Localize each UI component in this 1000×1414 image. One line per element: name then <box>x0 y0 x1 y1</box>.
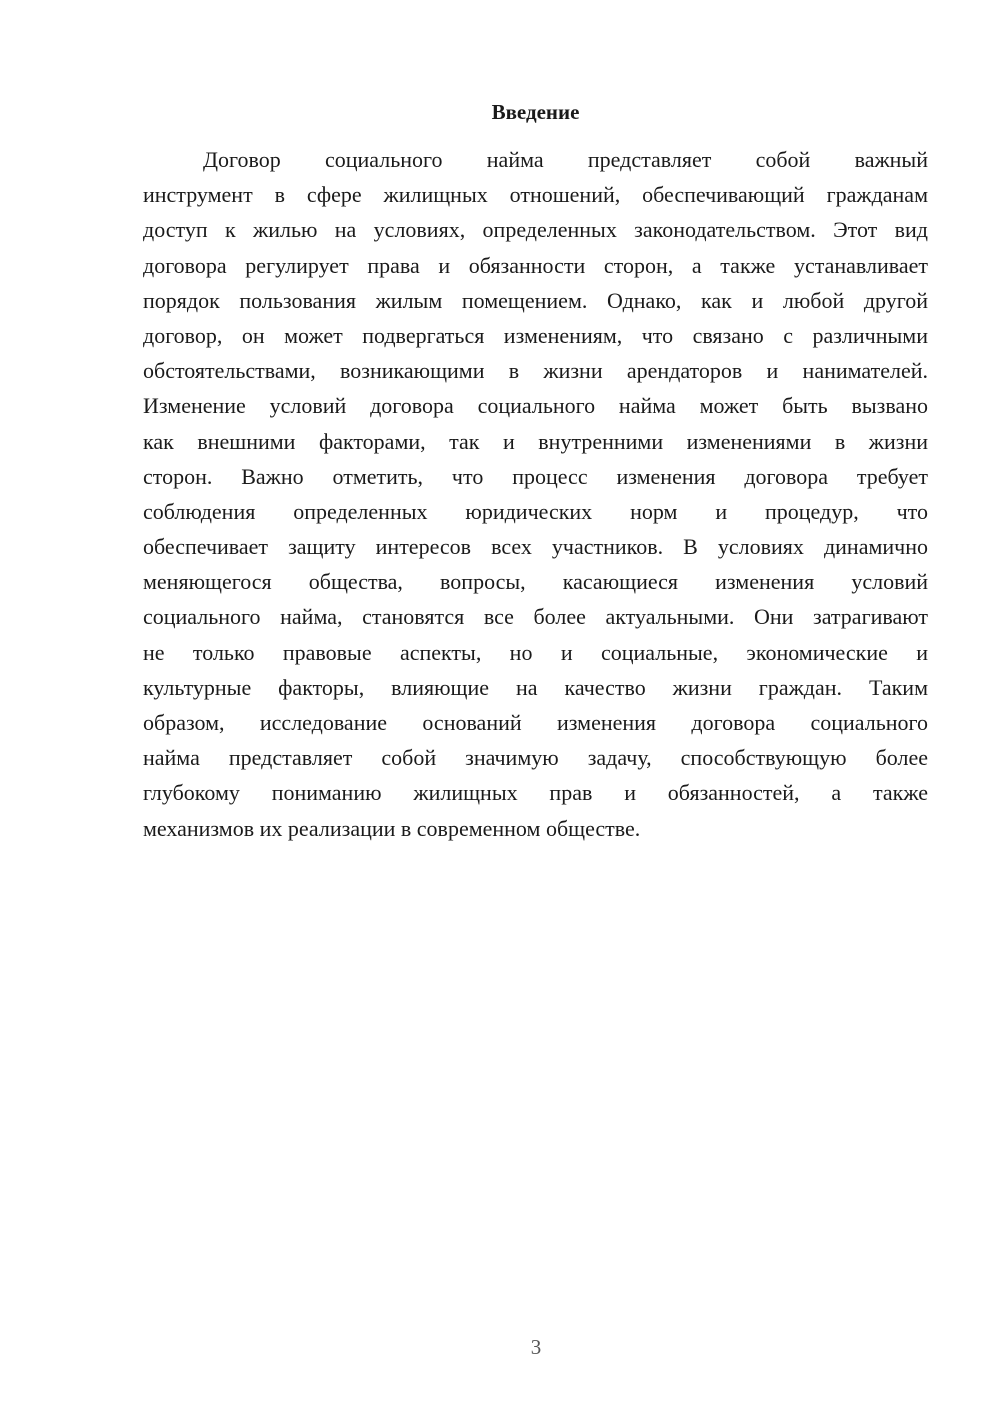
paragraph-line: найма представляет собой значимую задачу, способствующую более <box>143 745 928 771</box>
paragraph-line: Изменение условий договора социального найма может быть вызвано <box>143 393 928 419</box>
paragraph-line: культурные факторы, влияющие на качество жизни граждан. Таким <box>143 674 928 700</box>
paragraph-line: обстоятельствами, возникающими в жизни арендаторов и нанимателей. <box>143 358 928 384</box>
paragraph-line: меняющегося общества, вопросы, касающиеся изменения условий <box>143 569 928 595</box>
paragraph-line: доступ к жилью на условиях, определенных законодательством. Этот вид <box>143 217 928 243</box>
paragraph-line: соблюдения определенных юридических норм и процедур, что <box>143 498 928 524</box>
paragraph-line: сторон. Важно отметить, что процесс изменения договора требует <box>143 463 928 489</box>
section-heading: Введение <box>491 100 580 124</box>
paragraph-line: глубокому пониманию жилищных прав и обязанностей, а также <box>143 780 928 806</box>
paragraph-line: социального найма, становятся все более актуальными. Они затрагивают <box>143 604 928 630</box>
paragraph-line: инструмент в сфере жилищных отношений, обеспечивающий гражданам <box>143 182 928 208</box>
paragraph-line: порядок пользования жилым помещением. Однако, как и любой другой <box>143 287 928 313</box>
page-number: 3 <box>530 1335 542 1359</box>
paragraph-line: договора регулирует права и обязанности сторон, а также устанавливает <box>143 252 928 278</box>
paragraph-line: договор, он может подвергаться изменениям, что связано с различными <box>143 322 928 348</box>
paragraph-line: не только правовые аспекты, но и социальные, экономические и <box>143 639 928 665</box>
paragraph-line: образом, исследование оснований изменения договора социального <box>143 710 928 735</box>
paragraph-line: обеспечивает защиту интересов всех участников. В условиях динамично <box>143 534 928 560</box>
paragraph-line: как внешними факторами, так и внутренними изменениями в жизни <box>143 428 928 454</box>
body-paragraph <box>143 142 928 846</box>
paragraph-line: Договор социального найма представляет собой важный <box>203 147 928 172</box>
paragraph-line: механизмов их реализации в современном обществе. <box>143 815 641 841</box>
